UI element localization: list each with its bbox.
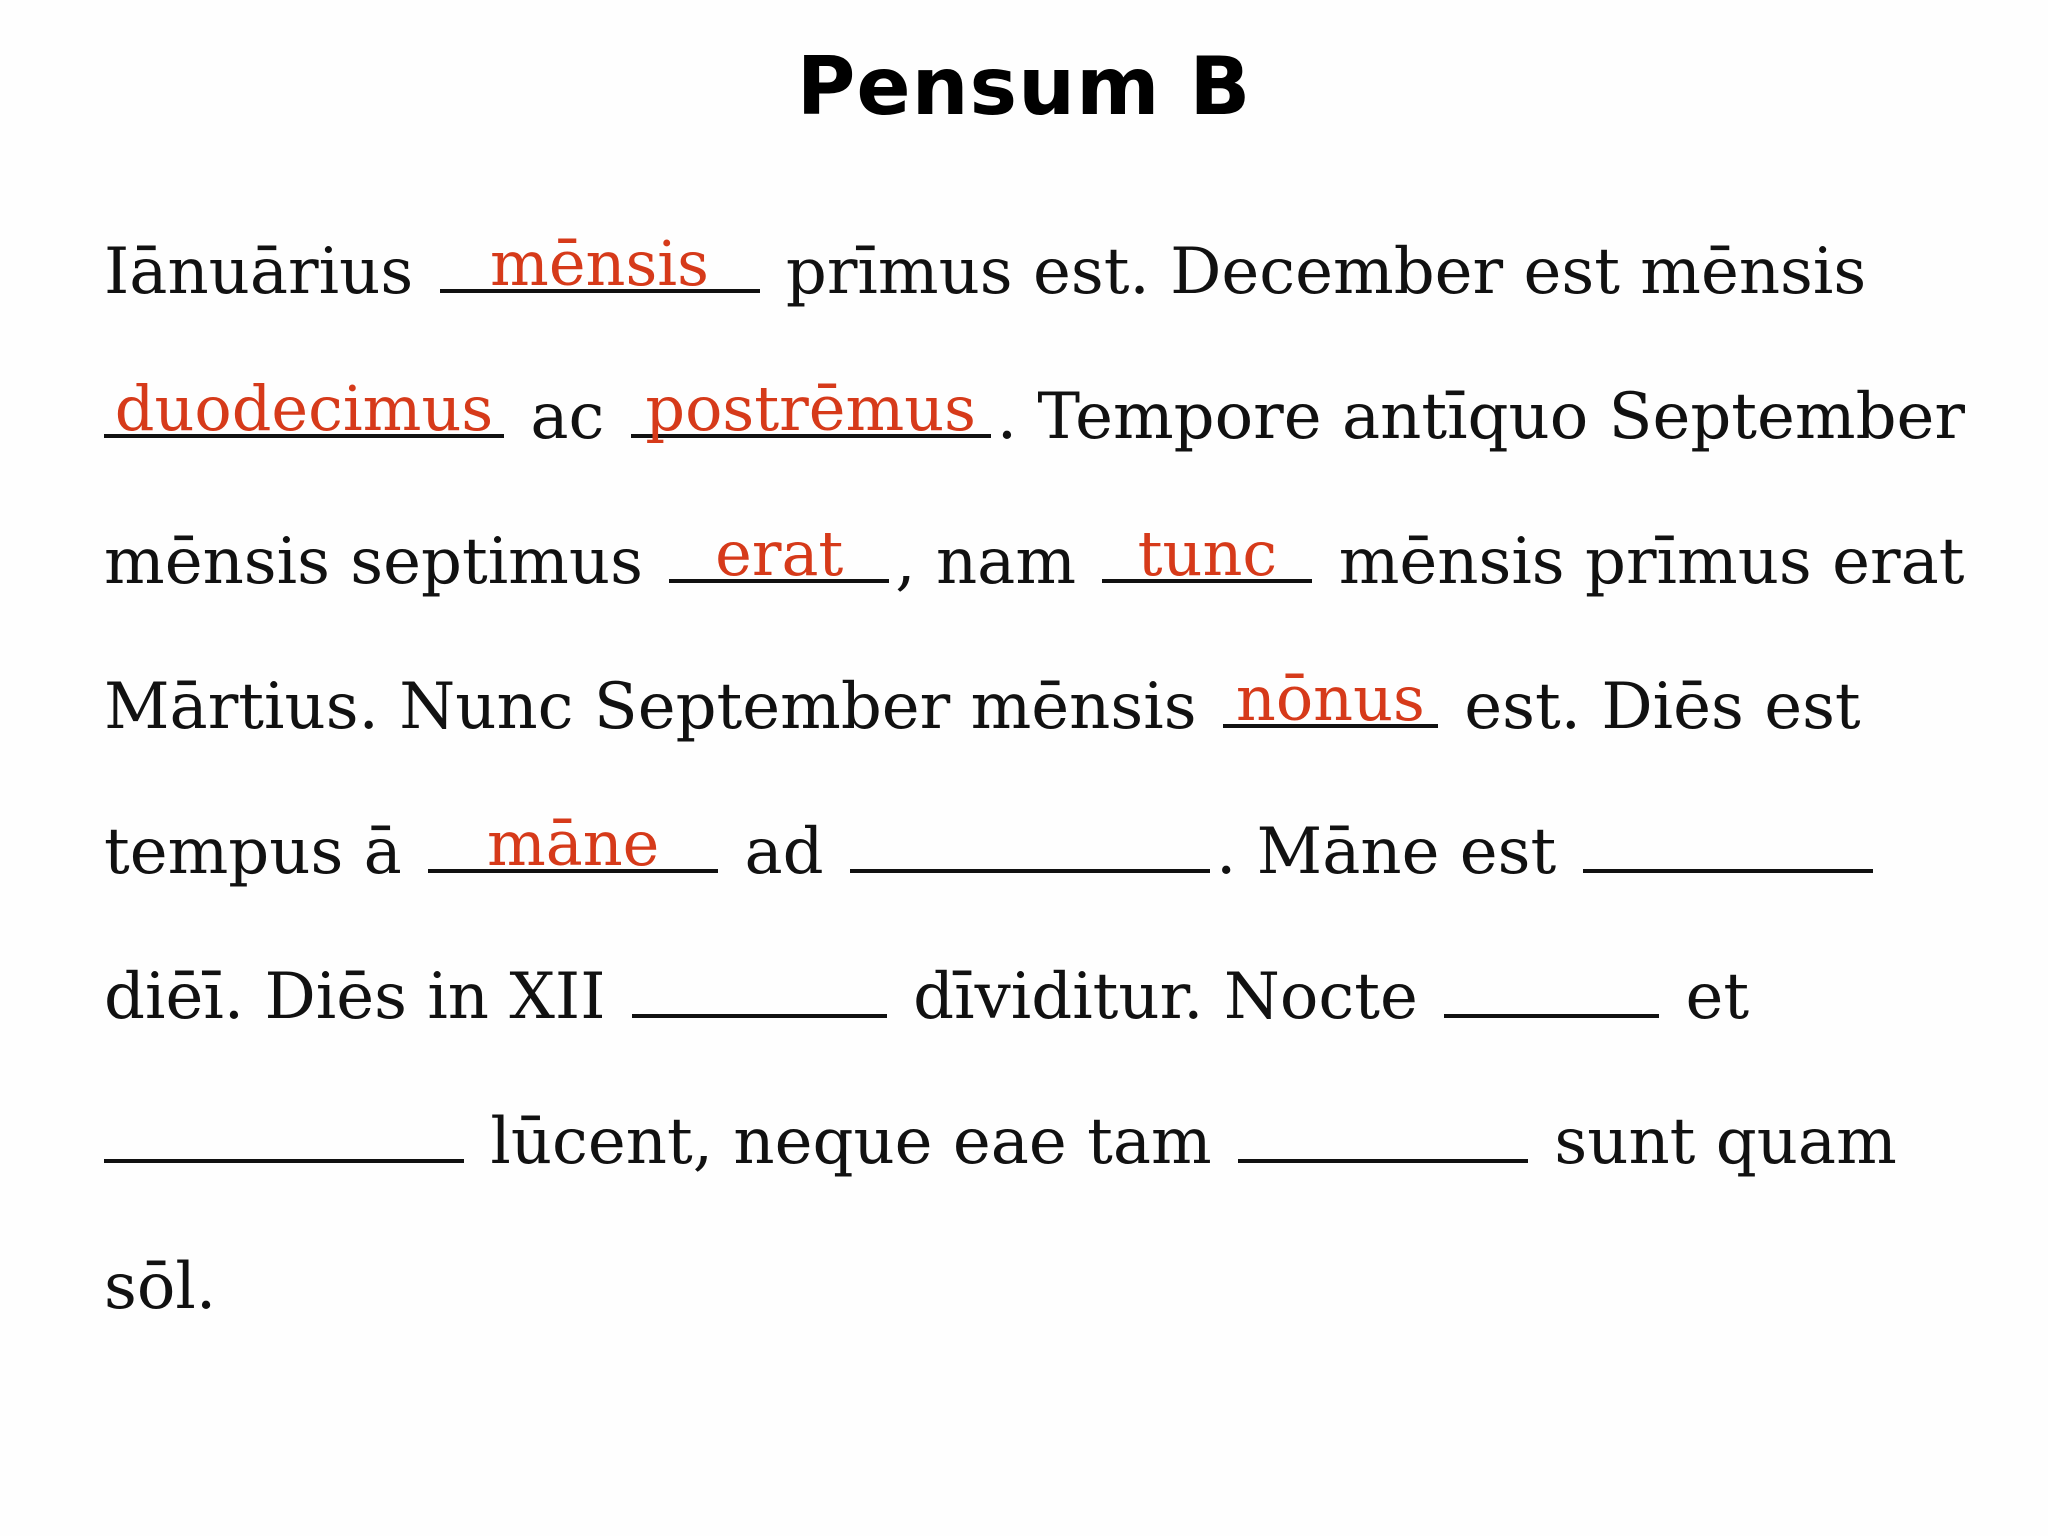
passage-text: lūcent, neque eae tam bbox=[470, 1105, 1233, 1179]
passage-text: . Māne est bbox=[1215, 815, 1577, 889]
passage-text: mēnsis prīmus erat bbox=[1318, 525, 1965, 599]
passage-text: et bbox=[1665, 960, 1750, 1034]
answer-blank[interactable] bbox=[1238, 1099, 1528, 1163]
passage-text: . Tempore antīquo September bbox=[996, 380, 1965, 454]
passage-line bbox=[104, 345, 2004, 490]
answer-blank[interactable] bbox=[440, 227, 760, 300]
passage-text: ac bbox=[510, 380, 625, 454]
passage-line bbox=[104, 780, 2004, 925]
answer-blank[interactable] bbox=[104, 372, 504, 445]
filled-answer: erat bbox=[715, 517, 844, 590]
passage-text: prīmus est. December est mēnsis bbox=[765, 235, 1867, 309]
passage-text: dīviditur. Nocte bbox=[892, 960, 1439, 1034]
passage-text: diēī. Diēs in XII bbox=[104, 960, 626, 1034]
filled-answer: nōnus bbox=[1235, 662, 1425, 735]
answer-blank[interactable] bbox=[104, 1099, 464, 1163]
answer-blank[interactable] bbox=[1583, 809, 1873, 873]
passage-line bbox=[104, 925, 2004, 1070]
filled-answer: postrēmus bbox=[645, 372, 976, 445]
answer-blank[interactable] bbox=[1102, 517, 1312, 590]
passage-text: Mārtius. Nunc September mēnsis bbox=[104, 670, 1217, 744]
page-title: Pensum B bbox=[796, 40, 1252, 133]
fill-in-passage bbox=[104, 200, 2004, 1360]
passage-line bbox=[104, 490, 2004, 635]
passage-line bbox=[104, 1070, 2004, 1215]
filled-answer: duodecimus bbox=[114, 372, 494, 445]
filled-answer: mēnsis bbox=[490, 227, 709, 300]
passage-text: est. Diēs est bbox=[1443, 670, 1861, 744]
passage-line bbox=[104, 635, 2004, 780]
passage-text: Iānuārius bbox=[104, 235, 434, 309]
filled-answer: māne bbox=[486, 807, 660, 880]
filled-answer: tunc bbox=[1137, 517, 1278, 590]
passage-text: sōl. bbox=[104, 1250, 217, 1324]
passage-text: sunt quam bbox=[1534, 1105, 1897, 1179]
answer-blank[interactable] bbox=[1223, 662, 1438, 735]
passage-text: ad bbox=[724, 815, 844, 889]
answer-blank[interactable] bbox=[428, 807, 718, 880]
passage-text: tempus ā bbox=[104, 815, 423, 889]
answer-blank[interactable] bbox=[850, 809, 1210, 873]
passage-line bbox=[104, 1215, 2004, 1360]
answer-blank[interactable] bbox=[631, 372, 991, 445]
passage-line bbox=[104, 200, 2004, 345]
passage-text: mēnsis septimus bbox=[104, 525, 664, 599]
passage-text: , nam bbox=[895, 525, 1097, 599]
answer-blank[interactable] bbox=[1444, 954, 1659, 1018]
answer-blank[interactable] bbox=[632, 954, 887, 1018]
answer-blank[interactable] bbox=[669, 517, 889, 590]
